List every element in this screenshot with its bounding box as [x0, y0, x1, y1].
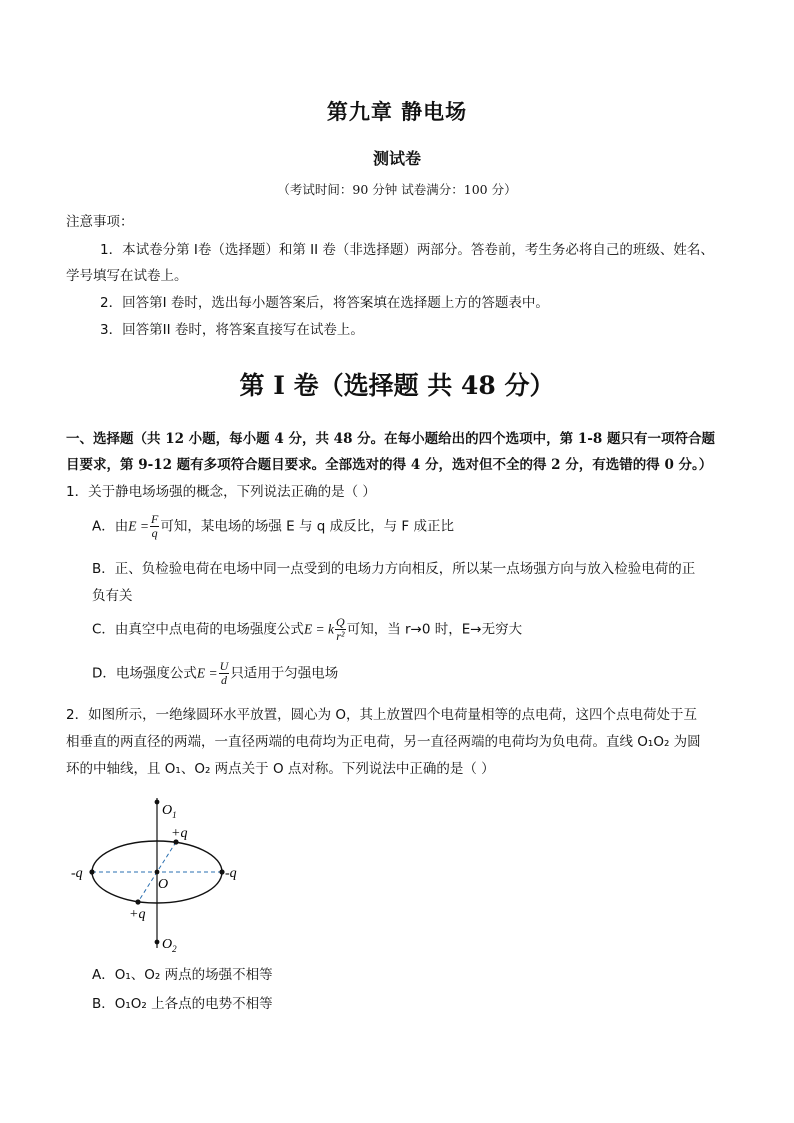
option-a-suffix: 可知，某电场的场强 E 与 q 成反比，与 F 成正比 [160, 518, 454, 535]
question-2-option-a: A．O₁、O₂ 两点的场强不相等 [92, 967, 273, 983]
charged-ring-diagram [70, 790, 260, 958]
option-a-numerator: F [150, 512, 159, 526]
section-instructions-line-2: 目要求，第 9-12 题有多项符合题目要求。全部选对的得 4 分，选对但不全的得 2 分，有选错的得 0 分。） [66, 457, 713, 473]
notes-heading: 注意事项： [66, 214, 134, 230]
note-item-1-line-2: 学号填写在试卷上。 [66, 268, 188, 284]
option-d-denominator: d [220, 673, 227, 687]
option-c-numerator: Q [336, 615, 345, 629]
center-o-dot [155, 870, 160, 875]
question-1-option-b-line-1: B．正、负检验电荷在电场中同一点受到的电场力方向相反，所以某一点场强方向与放入检验电荷的正 [92, 561, 696, 577]
section-instructions-line-1: 一、选择题（共 12 小题，每小题 4 分，共 48 分。在每小题给出的四个选项中，第 1-8 题只有一项符合题 [66, 431, 715, 447]
label-plus-q-bottom: +q [129, 907, 146, 922]
label-o: O [158, 877, 169, 892]
question-1-option-a [92, 513, 454, 540]
label-minus-q-right: -q [225, 866, 237, 881]
page-title: 第九章 静电场 [326, 99, 468, 124]
charge-bottom-dot [135, 899, 140, 904]
point-o2-dot [155, 940, 160, 945]
exam-info: （考试时间：90 分钟 试卷满分：100 分） [277, 182, 517, 197]
section-title: 第 I 卷（选择题 共 48 分） [239, 371, 555, 400]
option-a-denominator: q [151, 526, 158, 540]
charge-left-dot [89, 869, 94, 874]
option-d-fraction [219, 660, 230, 687]
note-item-2: 2．回答第I 卷时，选出每小题答案后，将答案填在选择题上方的答题表中。 [100, 295, 549, 311]
question-2-line-2: 相垂直的两直径的两端，一直径两端的电荷均为正电荷，另一直径两端的电荷均为负电荷。直线 O₁O₂ 为圆 [66, 734, 701, 750]
option-d-formula-lhs: E = [196, 665, 218, 681]
label-o2: $O_2$ [162, 937, 177, 954]
label-minus-q-left: -q [71, 866, 83, 881]
option-c-formula-lhs: E = k [303, 621, 335, 637]
question-1-option-b-line-2: 负有关 [92, 588, 133, 604]
question-1-stem: 1．关于静电场场强的概念，下列说法正确的是（ ） [66, 484, 376, 500]
question-1-option-d [92, 660, 338, 687]
label-plus-q-top: +q [171, 826, 188, 841]
note-item-3: 3．回答第II 卷时，将答案直接写在试卷上。 [100, 322, 364, 338]
option-a-prefix: A．由 [92, 518, 129, 535]
question-2-line-3: 环的中轴线，且 O₁、O₂ 两点关于 O 点对称。下列说法中正确的是（ ） [66, 761, 495, 777]
option-a-formula-lhs: E = [128, 518, 149, 534]
option-d-numerator: U [219, 659, 229, 673]
option-a-fraction [150, 513, 159, 540]
option-c-suffix: 可知，当 r→0 时，E→无穷大 [346, 621, 523, 638]
question-1-option-c [92, 616, 522, 643]
page-subtitle: 测试卷 [372, 149, 421, 168]
option-c-prefix: C．由真空中点电荷的电场强度公式 [92, 621, 304, 638]
option-d-suffix: 只适用于匀强电场 [230, 665, 339, 682]
note-item-1-line-1: 1．本试卷分第 I卷（选择题）和第 II 卷（非选择题）两部分。答卷前，考生务必将自己的班级、姓名、 [100, 242, 714, 258]
label-o1: $O_1$ [162, 803, 177, 820]
option-c-fraction [335, 616, 346, 643]
point-o1-dot [155, 800, 160, 805]
charge-right-dot [219, 869, 224, 874]
question-2-line-1: 2．如图所示，一绝缘圆环水平放置，圆心为 O，其上放置四个电荷量相等的点电荷，这四个点电荷处于互 [66, 707, 698, 723]
question-2-option-b: B．O₁O₂ 上各点的电势不相等 [92, 996, 273, 1012]
option-c-denominator: r² [336, 629, 345, 643]
option-d-prefix: D．电场强度公式 [92, 665, 197, 682]
